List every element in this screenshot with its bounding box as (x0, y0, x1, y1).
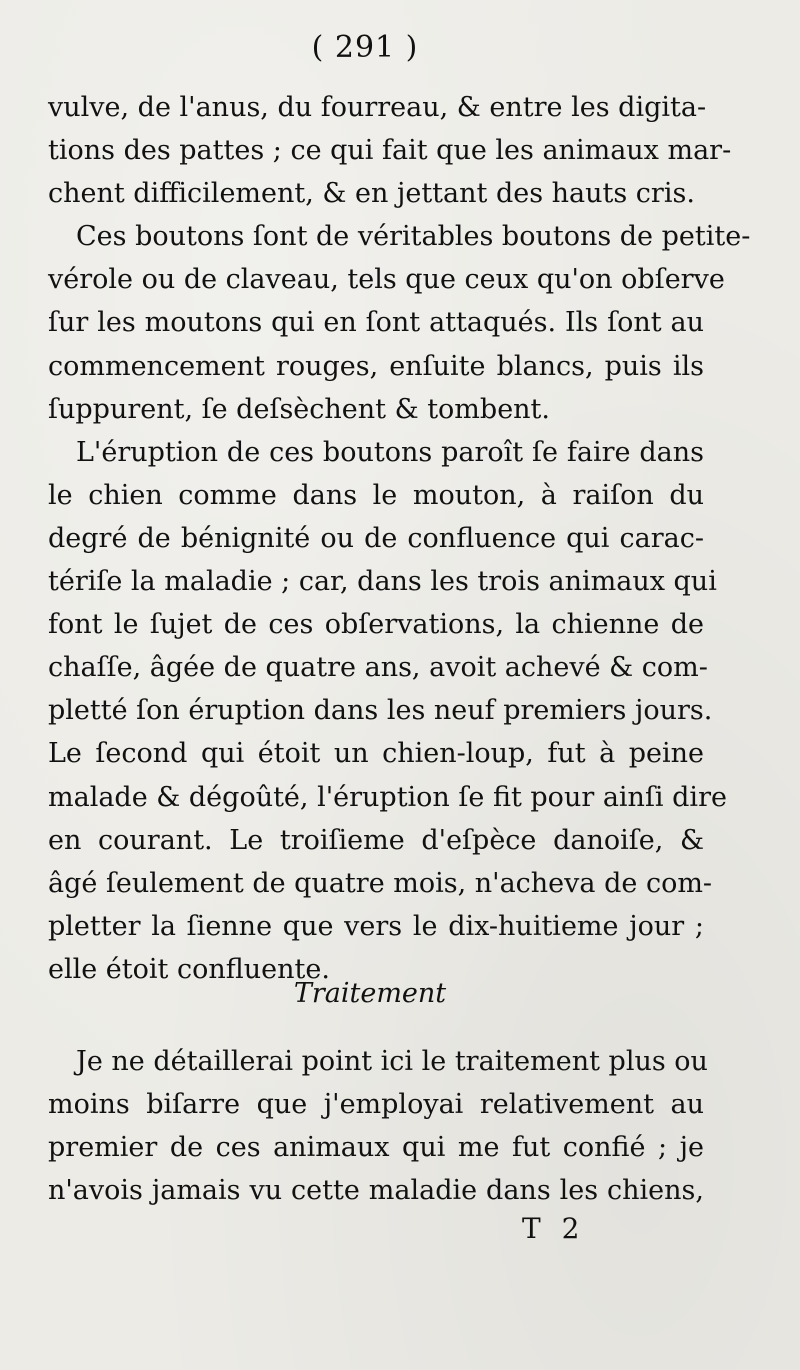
text-line: premier de ces animaux qui me fut confié ; je (48, 1132, 704, 1164)
page-number: ( 291 ) (311, 30, 419, 65)
text-line: Ces boutons ſont de véritables boutons de petite- (76, 221, 751, 253)
text-line: degré de bénignité ou de confluence qui carac- (48, 522, 704, 554)
text-line: âgé ſeulement de quatre mois, n'acheva de com- (48, 867, 713, 899)
text-line: tions des pattes ; ce qui fait que les animaux mar- (48, 135, 732, 167)
body-text-continued (48, 1040, 708, 1212)
text-line: moins biſarre que j'employai relativement au (48, 1089, 704, 1121)
text-line: elle étoit confluente. (48, 953, 330, 985)
text-line: ſuppurent, ſe deſsèchent & tombent. (48, 393, 550, 425)
text-line: chent difficilement, & en jettant des hauts cris. (48, 178, 695, 210)
text-line: tériſe la maladie ; car, dans les trois animaux qui (48, 566, 717, 598)
text-line: en courant. Le troiſieme d'eſpèce danoiſe, & (48, 824, 704, 856)
text-line: vérole ou de claveau, tels que ceux qu'on obſerve (48, 264, 725, 296)
body-text (48, 86, 751, 991)
text-line: L'éruption de ces boutons paroît ſe faire dans (76, 436, 704, 468)
text-line: ſur les moutons qui en ſont attaqués. Ils ſont au (48, 307, 704, 339)
text-line: n'avois jamais vu cette maladie dans les chiens, (48, 1175, 704, 1207)
text-line: Je ne détaillerai point ici le traitement plus ou (76, 1046, 708, 1077)
section-heading: Traitement (293, 978, 447, 1009)
text-line: pletter la ſienne que vers le dix-huitieme jour ; (48, 910, 704, 942)
text-line: chaſſe, âgée de quatre ans, avoit achevé & com- (48, 652, 708, 684)
signature-mark: T 2 (522, 1212, 586, 1245)
text-line: font le ſujet de ces obſervations, la chienne de (48, 609, 704, 641)
text-line: commencement rouges, enſuite blancs, puis ils (48, 350, 704, 382)
text-line: vulve, de l'anus, du fourreau, & entre les digita- (48, 92, 707, 123)
text-line: Le ſecond qui étoit un chien-loup, fut à peine (48, 738, 704, 770)
text-line: le chien comme dans le mouton, à raiſon du (48, 479, 704, 511)
text-line: pletté ſon éruption dans les neuf premiers jours. (48, 695, 713, 727)
text-line: malade & dégoûté, l'éruption ſe fit pour ainſi dire (48, 781, 727, 813)
